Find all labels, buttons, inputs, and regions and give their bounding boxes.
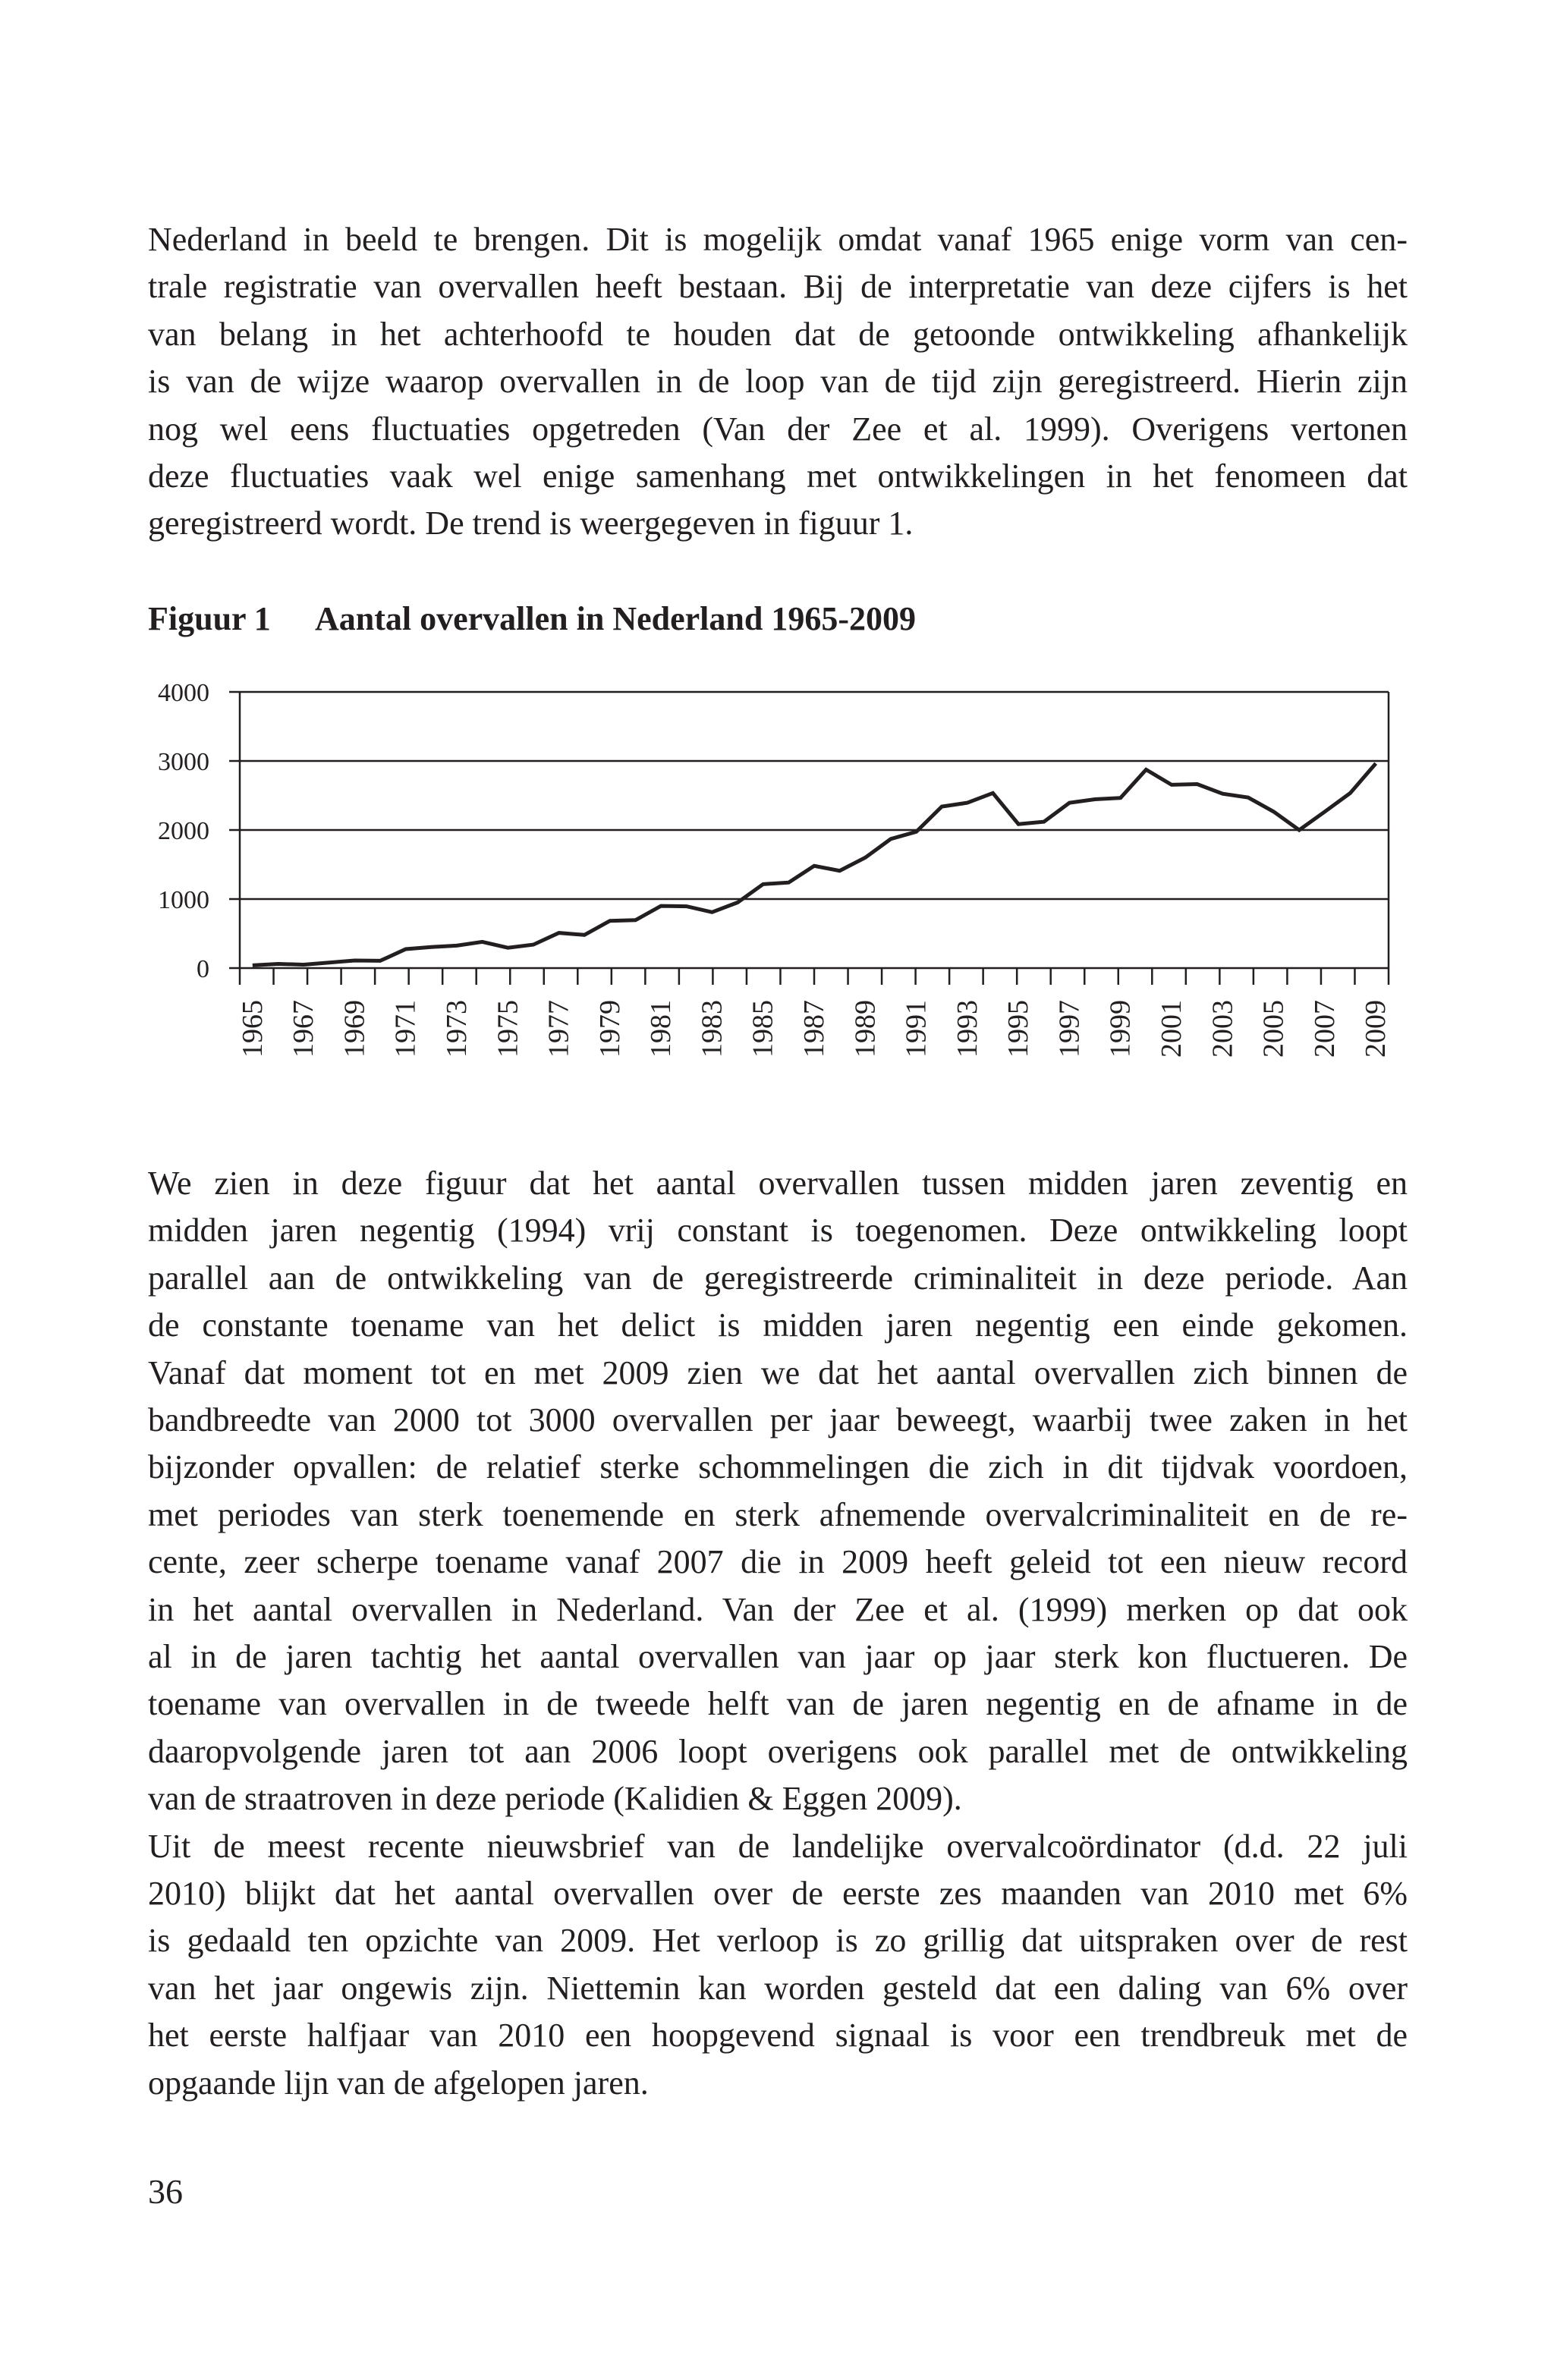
x-tick-label: 1983 xyxy=(696,1000,728,1058)
text-line: in het aantal overvallen in Nederland. Van der Zee et al. (1999) merken op dat ook xyxy=(148,1590,1408,1628)
x-tick-label: 2007 xyxy=(1308,1000,1341,1058)
text-line: de constante toename van het delict is midden jaren negentig een einde gekomen. xyxy=(148,1306,1408,1344)
x-tick-label: 1981 xyxy=(645,1000,678,1058)
text-line: We zien in deze figuur dat het aantal overvallen tussen midden jaren zeventig en xyxy=(148,1165,1408,1202)
text-line: Vanaf dat moment tot en met 2009 zien we dat het aantal overvallen zich binnen de xyxy=(148,1353,1408,1391)
text-line: van de straatroven in deze periode (Kalidien & Eggen 2009). xyxy=(148,1780,962,1818)
page-number: 36 xyxy=(148,2172,183,2211)
robbery-line-chart xyxy=(0,0,1554,1123)
x-tick-label: 1995 xyxy=(1002,1000,1035,1058)
x-tick-label: 1971 xyxy=(389,1000,422,1058)
text-line: opgaande lijn van de afgelopen jaren. xyxy=(148,2064,649,2102)
text-line: deze fluctuaties vaak wel enige samenhang met ontwikkelingen in het fenomeen dat xyxy=(148,457,1408,495)
x-tick-label: 1975 xyxy=(492,1000,524,1058)
x-tick-label: 1965 xyxy=(236,1000,269,1058)
text-line: bandbreedte van 2000 tot 3000 overvallen per jaar beweegt, waarbij twee zaken in het xyxy=(148,1401,1408,1438)
text-line: cente, zeer scherpe toename vanaf 2007 die in 2009 heeft geleid tot een nieuw record xyxy=(148,1543,1408,1581)
figure-number: Figuur 1 xyxy=(148,600,271,637)
x-tick-label: 1977 xyxy=(543,1000,575,1058)
x-tick-label: 1993 xyxy=(951,1000,983,1058)
text-line: Nederland in beeld te brengen. Dit is mogelijk omdat vanaf 1965 enige vorm van cen- xyxy=(148,221,1408,258)
y-tick-label: 0 xyxy=(197,955,209,983)
x-tick-label: 2001 xyxy=(1156,1000,1188,1058)
text-line: het eerste halfjaar van 2010 een hoopgevend signaal is voor een trendbreuk met de xyxy=(148,2017,1408,2055)
text-line: Uit de meest recente nieuwsbrief van de landelijke overvalcoördinator (d.d. 22 juli xyxy=(148,1827,1408,1865)
x-tick-label: 1987 xyxy=(798,1000,830,1058)
text-line: daaropvolgende jaren tot aan 2006 loopt overigens ook parallel met de ontwikkeling xyxy=(148,1732,1408,1770)
text-line: parallel aan de ontwikkeling van de geregistreerde criminaliteit in deze periode. Aan xyxy=(148,1259,1408,1297)
text-line: is gedaald ten opzichte van 2009. Het verloop is zo grillig dat uitspraken over de rest xyxy=(148,1922,1408,1960)
text-line: met periodes van sterk toenemende en sterk afnemende overvalcriminaliteit en de re- xyxy=(148,1495,1408,1533)
x-tick-label: 2003 xyxy=(1206,1000,1239,1058)
x-tick-label: 1991 xyxy=(900,1000,933,1058)
x-tick-label: 1979 xyxy=(593,1000,626,1058)
x-tick-label: 1997 xyxy=(1053,1000,1086,1058)
x-tick-label: 1973 xyxy=(440,1000,473,1058)
y-tick-label: 4000 xyxy=(158,679,209,707)
y-tick-label: 3000 xyxy=(158,748,209,776)
text-line: trale registratie van overvallen heeft bestaan. Bij de interpretatie van deze cijfers is het xyxy=(148,268,1408,306)
y-tick-label: 1000 xyxy=(158,886,209,914)
x-tick-label: 2005 xyxy=(1257,1000,1290,1058)
x-tick-label: 1985 xyxy=(747,1000,779,1058)
figure-title: Aantal overvallen in Nederland 1965-2009 xyxy=(315,600,916,637)
x-tick-label: 1989 xyxy=(849,1000,882,1058)
text-line: is van de wijze waarop overvallen in de loop van de tijd zijn geregistreerd. Hierin zijn xyxy=(148,363,1408,401)
text-line: van belang in het achterhoofd te houden dat de getoonde ontwikkeling afhankelijk xyxy=(148,315,1408,353)
x-tick-label: 1967 xyxy=(288,1000,320,1058)
y-tick-label: 2000 xyxy=(158,817,209,845)
text-line: toename van overvallen in de tweede helft van de jaren negentig en de afname in de xyxy=(148,1685,1408,1723)
series-line-aantal-overvallen xyxy=(253,763,1376,965)
text-line: van het jaar ongewis zijn. Niettemin kan worden gesteld dat een daling van 6% over xyxy=(148,1969,1408,2007)
x-tick-label: 2009 xyxy=(1360,1000,1392,1058)
x-tick-label: 1969 xyxy=(338,1000,371,1058)
x-tick-label: 1999 xyxy=(1104,1000,1137,1058)
text-line: bijzonder opvallen: de relatief sterke schommelingen die zich in dit tijdvak voordoen, xyxy=(148,1448,1408,1486)
text-line: midden jaren negentig (1994) vrij constant is toegenomen. Deze ontwikkeling loopt xyxy=(148,1212,1408,1250)
text-line: 2010) blijkt dat het aantal overvallen over de eerste zes maanden van 2010 met 6% xyxy=(148,1875,1408,1912)
text-line: al in de jaren tachtig het aantal overvallen van jaar op jaar sterk kon fluctueren. De xyxy=(148,1638,1408,1675)
text-line: nog wel eens fluctuaties opgetreden (Van der Zee et al. 1999). Overigens vertonen xyxy=(148,410,1408,448)
text-line: geregistreerd wordt. De trend is weergegeven in figuur 1. xyxy=(148,505,914,542)
